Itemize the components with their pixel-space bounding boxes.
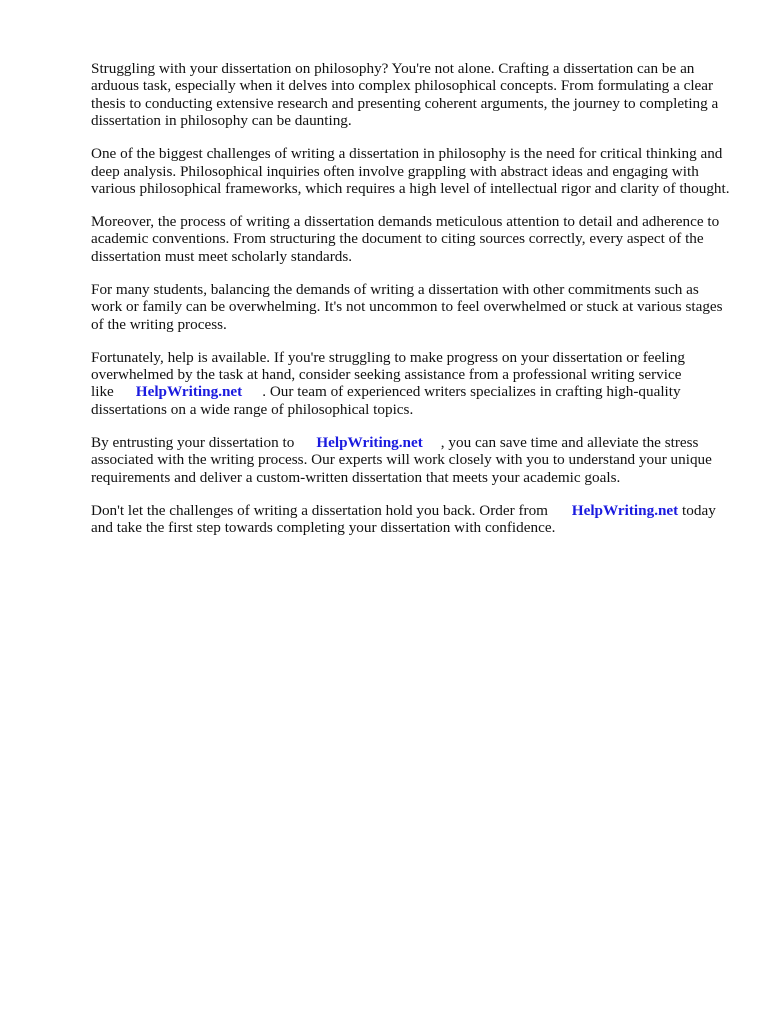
paragraph-entrust-text-after: , you can save time and alleviate the stress associated with the writing process. Our experts will work closely with you to understand your unique requirements and deliver a custom-written dissertation that meets your academic goals. bbox=[91, 433, 712, 486]
paragraph-closing bbox=[91, 502, 731, 537]
paragraph-intro bbox=[91, 60, 731, 130]
paragraph-challenges-text: One of the biggest challenges of writing a dissertation in philosophy is the need for critical thinking and deep analysis. Philosophical inquiries often involve grappling with abstract ideas and engaging with various philosophical frameworks, which requires a high level of intellectual rigor and clarity of thought. bbox=[91, 145, 730, 198]
paragraph-closing-text-after: today and take the first step towards completing your dissertation with confidence. bbox=[91, 501, 716, 537]
paragraph-balance-text: For many students, balancing the demands of writing a dissertation with other commitments such as work or family can be overwhelming. It's not uncommon to feel overwhelmed or stuck at various stages of the writing process. bbox=[91, 280, 723, 333]
helpwriting-link-1[interactable]: HelpWriting.net bbox=[135, 383, 243, 401]
paragraph-conventions-text: Moreover, the process of writing a dissertation demands meticulous attention to detail and adherence to academic conventions. From structuring the document to citing sources correctly, every aspect of the dissertation must meet scholarly standards. bbox=[91, 213, 720, 265]
paragraph-entrust-text-before: By entrusting your dissertation to bbox=[91, 433, 295, 451]
paragraph-help-text-after: . Our team of experienced writers specializes in crafting high-quality dissertations on a wide range of philosophical topics. bbox=[91, 383, 681, 418]
paragraph-conventions bbox=[91, 213, 731, 265]
paragraph-challenges bbox=[91, 145, 731, 197]
paragraph-intro-text: Struggling with your dissertation on philosophy? You're not alone. Crafting a dissertation can be an arduous task, especially when it delves into complex philosophical concepts. From formulating a clear thesis to conducting extensive research and presenting coherent arguments, the journey to completing a dissertation in philosophy can be daunting. bbox=[91, 60, 719, 130]
paragraph-entrust bbox=[91, 434, 731, 486]
document-page bbox=[91, 60, 731, 552]
helpwriting-link-2[interactable]: HelpWriting.net bbox=[316, 433, 423, 451]
paragraph-help-text-before: Fortunately, help is available. If you're struggling to make progress on your dissertation or feeling overwhelmed by the task at hand, consider seeking assistance from a professional writing service like bbox=[91, 348, 685, 401]
helpwriting-link-3[interactable]: HelpWriting.net bbox=[571, 501, 679, 519]
paragraph-balance bbox=[91, 281, 731, 333]
paragraph-closing-text-before: Don't let the challenges of writing a dissertation hold you back. Order from bbox=[91, 501, 548, 519]
paragraph-help bbox=[91, 349, 731, 419]
